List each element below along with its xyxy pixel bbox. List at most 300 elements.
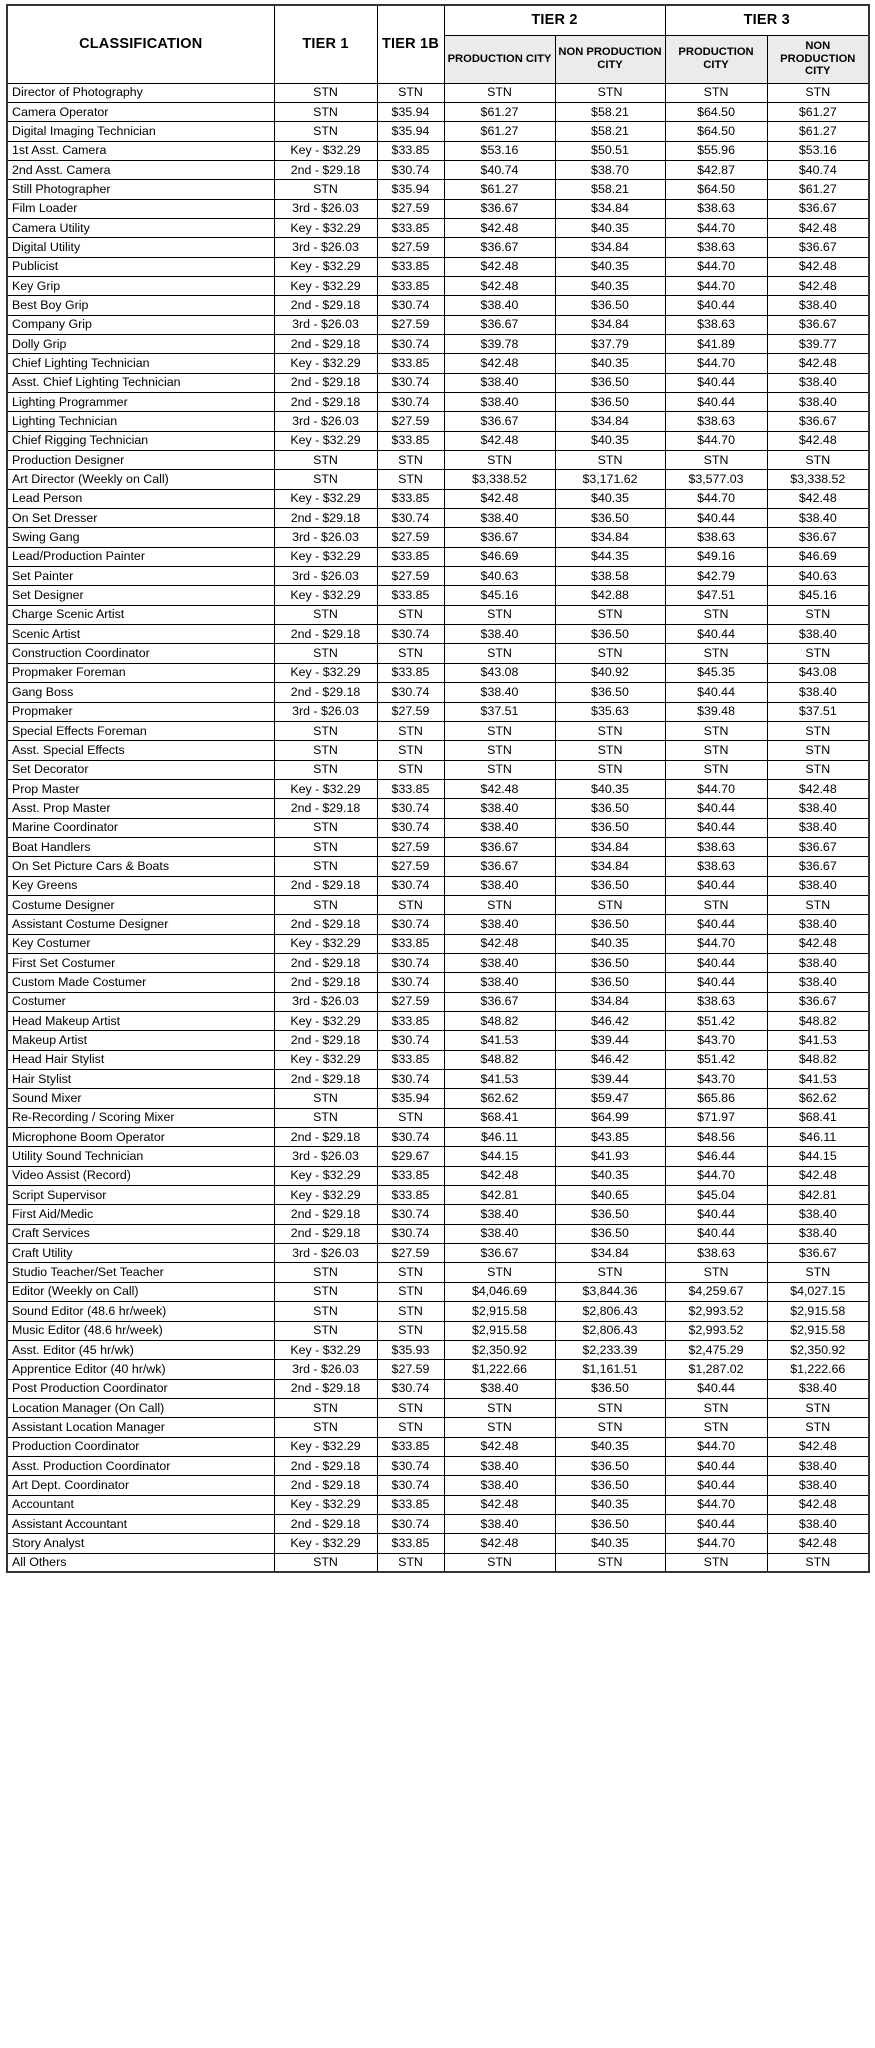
table-row [7, 1263, 869, 1282]
cell-rate: $39.48 [665, 702, 767, 721]
table-row [7, 1398, 869, 1417]
cell-rate: $44.35 [555, 547, 665, 566]
cell-rate: $47.51 [665, 586, 767, 605]
table-row [7, 973, 869, 992]
table-row [7, 857, 869, 876]
cell-rate: $36.67 [444, 412, 555, 431]
cell-rate: $38.40 [444, 915, 555, 934]
cell-rate: $44.70 [665, 934, 767, 953]
cell-rate: STN [377, 1108, 444, 1127]
cell-rate: $38.40 [444, 1205, 555, 1224]
cell-rate: $3,338.52 [444, 470, 555, 489]
cell-rate: $30.74 [377, 1031, 444, 1050]
cell-rate: $34.84 [555, 992, 665, 1011]
table-row [7, 1534, 869, 1553]
cell-classification: Key Grip [7, 276, 274, 295]
table-row [7, 605, 869, 624]
cell-rate: STN [555, 741, 665, 760]
cell-rate: $27.59 [377, 412, 444, 431]
cell-rate: $48.82 [444, 1050, 555, 1069]
cell-rate: Key - $32.29 [274, 1340, 377, 1359]
cell-rate: STN [377, 1418, 444, 1437]
cell-rate: $36.67 [444, 528, 555, 547]
cell-rate: $2,806.43 [555, 1321, 665, 1340]
table-row [7, 683, 869, 702]
cell-rate: $2,806.43 [555, 1302, 665, 1321]
cell-rate: $40.44 [665, 373, 767, 392]
cell-rate: $40.35 [555, 354, 665, 373]
cell-rate: $46.69 [767, 547, 869, 566]
cell-rate: $42.48 [767, 218, 869, 237]
cell-rate: STN [767, 760, 869, 779]
cell-rate: $43.85 [555, 1128, 665, 1147]
cell-rate: $2,993.52 [665, 1321, 767, 1340]
cell-rate: STN [555, 1553, 665, 1572]
cell-rate: STN [555, 451, 665, 470]
cell-rate: Key - $32.29 [274, 779, 377, 798]
cell-rate: STN [767, 1553, 869, 1572]
cell-classification: Still Photographer [7, 180, 274, 199]
cell-rate: $38.40 [444, 973, 555, 992]
cell-rate: $46.11 [444, 1128, 555, 1147]
cell-rate: Key - $32.29 [274, 1534, 377, 1553]
cell-rate: $36.67 [767, 199, 869, 218]
cell-rate: $36.67 [767, 315, 869, 334]
cell-rate: 3rd - $26.03 [274, 315, 377, 334]
cell-rate: $3,171.62 [555, 470, 665, 489]
cell-rate: $40.44 [665, 973, 767, 992]
cell-rate: Key - $32.29 [274, 1186, 377, 1205]
cell-rate: $33.85 [377, 779, 444, 798]
cell-rate: $42.48 [444, 489, 555, 508]
cell-rate: STN [444, 1418, 555, 1437]
cell-rate: $38.40 [444, 799, 555, 818]
cell-rate: $44.70 [665, 257, 767, 276]
cell-classification: Chief Lighting Technician [7, 354, 274, 373]
cell-rate: $40.44 [665, 915, 767, 934]
cell-rate: Key - $32.29 [274, 276, 377, 295]
cell-rate: 3rd - $26.03 [274, 1147, 377, 1166]
cell-rate: $55.96 [665, 141, 767, 160]
cell-rate: $27.59 [377, 199, 444, 218]
cell-rate: $38.40 [444, 818, 555, 837]
cell-rate: 2nd - $29.18 [274, 1476, 377, 1495]
cell-classification: Special Effects Foreman [7, 721, 274, 740]
cell-rate: $3,577.03 [665, 470, 767, 489]
cell-rate: $40.35 [555, 1534, 665, 1553]
table-row [7, 992, 869, 1011]
column-header-tier-1: TIER 1 [274, 5, 377, 83]
cell-rate: $38.40 [444, 296, 555, 315]
cell-rate: $42.48 [444, 934, 555, 953]
table-row [7, 509, 869, 528]
table-row [7, 895, 869, 914]
cell-rate: $36.67 [444, 992, 555, 1011]
cell-rate: $41.89 [665, 334, 767, 353]
cell-classification: Camera Operator [7, 102, 274, 121]
cell-rate: $40.35 [555, 1495, 665, 1514]
cell-rate: $45.16 [767, 586, 869, 605]
cell-rate: $38.40 [767, 683, 869, 702]
cell-rate: $33.85 [377, 257, 444, 276]
cell-rate: $2,915.58 [767, 1321, 869, 1340]
cell-rate: $41.53 [444, 1070, 555, 1089]
cell-rate: $1,161.51 [555, 1360, 665, 1379]
cell-rate: $30.74 [377, 1070, 444, 1089]
cell-classification: All Others [7, 1553, 274, 1572]
cell-rate: Key - $32.29 [274, 1495, 377, 1514]
cell-rate: $38.63 [665, 837, 767, 856]
cell-rate: STN [274, 470, 377, 489]
cell-rate: $38.40 [444, 953, 555, 972]
cell-rate: $36.50 [555, 509, 665, 528]
table-row [7, 296, 869, 315]
cell-rate: $36.50 [555, 973, 665, 992]
column-header-tier-1b: TIER 1B [377, 5, 444, 83]
cell-rate: 2nd - $29.18 [274, 876, 377, 895]
cell-rate: $40.35 [555, 257, 665, 276]
cell-rate: $41.53 [444, 1031, 555, 1050]
table-row [7, 1224, 869, 1243]
table-row [7, 1128, 869, 1147]
cell-rate: $38.40 [767, 953, 869, 972]
table-row [7, 1050, 869, 1069]
cell-rate: $38.63 [665, 992, 767, 1011]
cell-rate: $53.16 [444, 141, 555, 160]
cell-rate: 2nd - $29.18 [274, 1514, 377, 1533]
cell-rate: $34.84 [555, 238, 665, 257]
cell-rate: Key - $32.29 [274, 663, 377, 682]
cell-rate: $64.50 [665, 180, 767, 199]
cell-rate: $40.44 [665, 799, 767, 818]
cell-rate: $38.40 [444, 373, 555, 392]
cell-rate: $36.50 [555, 1205, 665, 1224]
cell-classification: 1st Asst. Camera [7, 141, 274, 160]
cell-rate: $51.42 [665, 1050, 767, 1069]
cell-rate: $40.35 [555, 431, 665, 450]
cell-rate: $38.40 [444, 876, 555, 895]
cell-rate: $38.40 [767, 393, 869, 412]
cell-rate: $44.70 [665, 431, 767, 450]
cell-rate: $46.11 [767, 1128, 869, 1147]
cell-rate: $2,915.58 [444, 1302, 555, 1321]
table-row [7, 837, 869, 856]
table-row [7, 644, 869, 663]
cell-rate: $42.81 [767, 1186, 869, 1205]
table-row [7, 586, 869, 605]
cell-rate: $48.82 [767, 1050, 869, 1069]
cell-rate: $36.50 [555, 953, 665, 972]
cell-rate: STN [665, 741, 767, 760]
cell-rate: $59.47 [555, 1089, 665, 1108]
cell-rate: $27.59 [377, 567, 444, 586]
cell-rate: $33.85 [377, 547, 444, 566]
cell-rate: STN [444, 895, 555, 914]
cell-rate: STN [377, 605, 444, 624]
cell-rate: $30.74 [377, 953, 444, 972]
cell-classification: Sound Editor (48.6 hr/week) [7, 1302, 274, 1321]
cell-classification: Music Editor (48.6 hr/week) [7, 1321, 274, 1340]
cell-rate: $40.44 [665, 1514, 767, 1533]
cell-rate: $39.44 [555, 1070, 665, 1089]
cell-rate: $38.63 [665, 1244, 767, 1263]
cell-rate: Key - $32.29 [274, 257, 377, 276]
cell-rate: STN [274, 451, 377, 470]
table-row [7, 799, 869, 818]
cell-rate: 3rd - $26.03 [274, 412, 377, 431]
cell-rate: $36.50 [555, 1224, 665, 1243]
cell-rate: $36.67 [767, 412, 869, 431]
cell-rate: $30.74 [377, 1476, 444, 1495]
cell-rate: $30.74 [377, 1128, 444, 1147]
cell-rate: $49.16 [665, 547, 767, 566]
cell-rate: STN [377, 721, 444, 740]
cell-classification: Costumer [7, 992, 274, 1011]
cell-rate: $42.48 [767, 1166, 869, 1185]
table-row [7, 489, 869, 508]
cell-classification: Set Decorator [7, 760, 274, 779]
cell-rate: $33.85 [377, 141, 444, 160]
cell-rate: $33.85 [377, 431, 444, 450]
cell-rate: 3rd - $26.03 [274, 1244, 377, 1263]
table-row [7, 1031, 869, 1050]
cell-rate: $42.48 [444, 1437, 555, 1456]
cell-rate: $36.50 [555, 1456, 665, 1475]
cell-classification: 2nd Asst. Camera [7, 160, 274, 179]
cell-rate: $40.35 [555, 489, 665, 508]
cell-rate: $36.67 [767, 1244, 869, 1263]
cell-rate: $39.78 [444, 334, 555, 353]
cell-rate: STN [274, 1418, 377, 1437]
cell-rate: $27.59 [377, 857, 444, 876]
cell-rate: $30.74 [377, 1379, 444, 1398]
cell-rate: STN [274, 818, 377, 837]
table-row [7, 1108, 869, 1127]
cell-rate: $61.27 [444, 180, 555, 199]
cell-classification: Digital Imaging Technician [7, 122, 274, 141]
cell-rate: STN [555, 83, 665, 102]
cell-rate: $51.42 [665, 1012, 767, 1031]
cell-rate: $42.48 [444, 779, 555, 798]
cell-rate: $33.85 [377, 489, 444, 508]
cell-rate: $38.40 [767, 1205, 869, 1224]
cell-classification: Asst. Prop Master [7, 799, 274, 818]
cell-rate: STN [377, 1553, 444, 1572]
table-row [7, 1418, 869, 1437]
cell-rate: $44.15 [444, 1147, 555, 1166]
cell-rate: $40.44 [665, 509, 767, 528]
cell-rate: STN [274, 837, 377, 856]
cell-rate: STN [555, 721, 665, 740]
cell-rate: $30.74 [377, 799, 444, 818]
cell-rate: STN [274, 644, 377, 663]
cell-classification: Asst. Chief Lighting Technician [7, 373, 274, 392]
cell-rate: $44.70 [665, 1534, 767, 1553]
cell-rate: $36.67 [444, 1244, 555, 1263]
cell-rate: $27.59 [377, 837, 444, 856]
cell-rate: $4,259.67 [665, 1282, 767, 1301]
cell-rate: $35.93 [377, 1340, 444, 1359]
cell-rate: $36.67 [444, 238, 555, 257]
cell-rate: $61.27 [444, 122, 555, 141]
cell-rate: STN [274, 1321, 377, 1340]
cell-rate: 2nd - $29.18 [274, 799, 377, 818]
cell-rate: $2,475.29 [665, 1340, 767, 1359]
cell-classification: Asst. Editor (45 hr/wk) [7, 1340, 274, 1359]
cell-rate: STN [377, 470, 444, 489]
table-row [7, 1244, 869, 1263]
cell-rate: 2nd - $29.18 [274, 915, 377, 934]
cell-rate: STN [274, 1398, 377, 1417]
cell-rate: $36.67 [767, 528, 869, 547]
cell-rate: STN [444, 721, 555, 740]
cell-rate: 3rd - $26.03 [274, 702, 377, 721]
cell-rate: $61.27 [767, 180, 869, 199]
cell-rate: $38.40 [444, 1224, 555, 1243]
cell-rate: $35.94 [377, 122, 444, 141]
cell-rate: $44.70 [665, 1495, 767, 1514]
cell-rate: STN [377, 451, 444, 470]
table-row [7, 1282, 869, 1301]
cell-classification: Film Loader [7, 199, 274, 218]
cell-rate: 3rd - $26.03 [274, 1360, 377, 1379]
cell-rate: $2,233.39 [555, 1340, 665, 1359]
cell-rate: $42.48 [444, 1495, 555, 1514]
cell-rate: $36.67 [767, 837, 869, 856]
cell-rate: $34.84 [555, 199, 665, 218]
cell-rate: $2,350.92 [767, 1340, 869, 1359]
table-row [7, 160, 869, 179]
cell-rate: $41.93 [555, 1147, 665, 1166]
cell-rate: $58.21 [555, 180, 665, 199]
cell-rate: Key - $32.29 [274, 218, 377, 237]
cell-rate: $58.21 [555, 122, 665, 141]
table-row [7, 393, 869, 412]
cell-rate: STN [767, 605, 869, 624]
cell-classification: Best Boy Grip [7, 296, 274, 315]
cell-classification: Key Greens [7, 876, 274, 895]
cell-rate: $44.70 [665, 1166, 767, 1185]
cell-rate: $43.70 [665, 1031, 767, 1050]
cell-rate: STN [767, 1398, 869, 1417]
cell-rate: 2nd - $29.18 [274, 393, 377, 412]
cell-rate: STN [665, 605, 767, 624]
cell-rate: $36.50 [555, 373, 665, 392]
cell-rate: $46.69 [444, 547, 555, 566]
table-row [7, 1476, 869, 1495]
cell-rate: 2nd - $29.18 [274, 953, 377, 972]
cell-rate: $38.40 [767, 876, 869, 895]
cell-rate: $38.40 [444, 1476, 555, 1495]
cell-rate: $40.44 [665, 1476, 767, 1495]
cell-rate: Key - $32.29 [274, 547, 377, 566]
cell-rate: $40.44 [665, 1456, 767, 1475]
table-row [7, 1012, 869, 1031]
table-row [7, 1186, 869, 1205]
cell-rate: STN [767, 1418, 869, 1437]
cell-rate: $33.85 [377, 1186, 444, 1205]
cell-classification: Prop Master [7, 779, 274, 798]
table-row [7, 1437, 869, 1456]
cell-classification: Lighting Technician [7, 412, 274, 431]
header-row-tiers [7, 5, 869, 35]
table-row [7, 1340, 869, 1359]
column-header-classification: CLASSIFICATION [7, 5, 274, 83]
cell-rate: $27.59 [377, 1244, 444, 1263]
cell-classification: Key Costumer [7, 934, 274, 953]
cell-classification: Story Analyst [7, 1534, 274, 1553]
table-row [7, 1379, 869, 1398]
cell-classification: Craft Utility [7, 1244, 274, 1263]
cell-classification: Production Coordinator [7, 1437, 274, 1456]
cell-rate: $42.48 [767, 1534, 869, 1553]
cell-rate: 2nd - $29.18 [274, 334, 377, 353]
cell-classification: Re-Recording / Scoring Mixer [7, 1108, 274, 1127]
cell-rate: STN [665, 1398, 767, 1417]
cell-rate: $68.41 [767, 1108, 869, 1127]
cell-rate: $36.50 [555, 876, 665, 895]
cell-rate: STN [274, 1089, 377, 1108]
cell-rate: 2nd - $29.18 [274, 1224, 377, 1243]
cell-rate: $38.63 [665, 238, 767, 257]
cell-rate: Key - $32.29 [274, 489, 377, 508]
cell-classification: Art Dept. Coordinator [7, 1476, 274, 1495]
cell-rate: Key - $32.29 [274, 1166, 377, 1185]
cell-rate: $44.70 [665, 779, 767, 798]
cell-rate: $36.67 [444, 199, 555, 218]
cell-rate: Key - $32.29 [274, 354, 377, 373]
cell-rate: $65.86 [665, 1089, 767, 1108]
cell-rate: Key - $32.29 [274, 141, 377, 160]
cell-rate: $34.84 [555, 857, 665, 876]
cell-classification: Lead/Production Painter [7, 547, 274, 566]
cell-rate: $36.67 [444, 857, 555, 876]
cell-rate: STN [274, 1108, 377, 1127]
table-row [7, 276, 869, 295]
cell-classification: Post Production Coordinator [7, 1379, 274, 1398]
cell-classification: First Aid/Medic [7, 1205, 274, 1224]
cell-rate: $1,287.02 [665, 1360, 767, 1379]
cell-rate: $40.44 [665, 296, 767, 315]
cell-rate: $38.63 [665, 412, 767, 431]
cell-rate: 3rd - $26.03 [274, 567, 377, 586]
cell-classification: Art Director (Weekly on Call) [7, 470, 274, 489]
table-row [7, 315, 869, 334]
cell-rate: STN [377, 895, 444, 914]
cell-rate: $62.62 [444, 1089, 555, 1108]
cell-rate: $3,338.52 [767, 470, 869, 489]
cell-rate: $44.70 [665, 1437, 767, 1456]
cell-rate: STN [444, 451, 555, 470]
cell-rate: $38.40 [767, 296, 869, 315]
cell-rate: 2nd - $29.18 [274, 373, 377, 392]
cell-rate: $38.63 [665, 199, 767, 218]
cell-rate: $30.74 [377, 334, 444, 353]
cell-rate: 2nd - $29.18 [274, 1031, 377, 1050]
cell-rate: $33.85 [377, 1166, 444, 1185]
wage-rate-table [6, 4, 870, 1573]
cell-rate: $34.84 [555, 1244, 665, 1263]
table-row [7, 83, 869, 102]
cell-rate: $36.50 [555, 818, 665, 837]
cell-classification: Lead Person [7, 489, 274, 508]
cell-rate: STN [274, 760, 377, 779]
column-header-tier-2-production-city: PRODUCTION CITY [444, 35, 555, 83]
cell-rate: STN [555, 1263, 665, 1282]
cell-rate: $53.16 [767, 141, 869, 160]
column-header-tier-3-production-city: PRODUCTION CITY [665, 35, 767, 83]
cell-rate: STN [444, 644, 555, 663]
